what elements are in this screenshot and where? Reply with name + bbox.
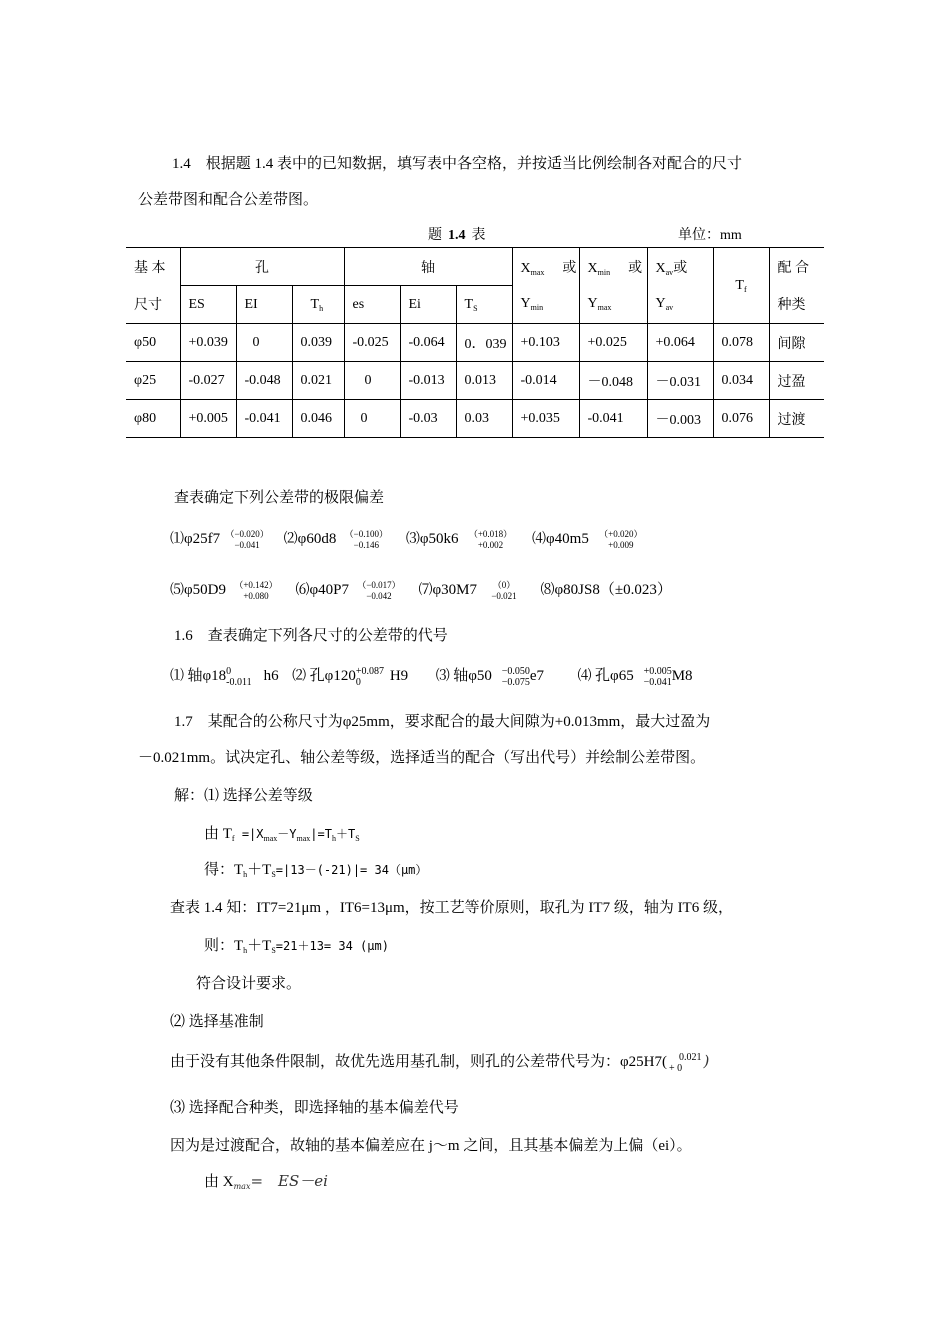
- list-item: ⑹φ40P7 （−0.017） −0.042: [295, 579, 401, 601]
- cell-hole-th: 0.046: [292, 400, 344, 438]
- cell-hole-th: 0.039: [292, 324, 344, 362]
- cell-size: φ25: [126, 362, 180, 400]
- cell-xav-yav: －0.003: [647, 400, 713, 438]
- cell-shaft-ts: 0.03: [456, 400, 512, 438]
- q17-line1: 1.7 某配合的公称尺寸为φ25mm，要求配合的最大间隙为+0.013mm，最大过盈为: [174, 714, 711, 730]
- cell-shaft-ei: -0.03: [400, 400, 456, 438]
- cell-size: φ80: [126, 400, 180, 438]
- q16-title: 1.6 查表确定下列各尺寸的公差带的代号: [174, 628, 448, 644]
- list-item: ⑷ 孔φ65 +0.005 −0.041 M8: [577, 665, 693, 688]
- header-fit-kind-1: 配 合: [769, 248, 824, 286]
- header-hole: 孔: [180, 248, 344, 286]
- q15-row-1: [170, 528, 653, 551]
- cell-xmax-ymin: -0.014: [512, 362, 579, 400]
- list-item: ⑴ 轴φ18 0 -0.011 h6: [170, 665, 279, 688]
- cell-hole-es: -0.027: [180, 362, 236, 400]
- intro-paragraph: [138, 146, 828, 218]
- header-basic-size-2: 尺寸: [126, 286, 180, 324]
- step2-text: 由于没有其他条件限制，故优先选用基孔制，则孔的公差带代号为：φ25H7( 0.021 + 0 ): [170, 1051, 710, 1074]
- cell-shaft-es: -0.025: [344, 324, 400, 362]
- list-item: ⑵φ60d8 （−0.100） −0.146: [283, 528, 388, 550]
- cell-xmin-ymax: +0.025: [579, 324, 647, 362]
- cell-hole-es: +0.039: [180, 324, 236, 362]
- caption-prefix: 题: [428, 228, 442, 243]
- header-shaft-ts: $T_S$: [456, 286, 512, 324]
- q15-title: 查表确定下列公差带的极限偏差: [174, 490, 385, 506]
- lookup-text: 查表 1.4 知：IT7=21μm ，IT6=13μm，按工艺等价原则，取孔为 IT7 级，轴为 IT6 级，: [170, 900, 733, 916]
- cell-shaft-es: 0: [344, 400, 400, 438]
- header-shaft-ei: Ei: [400, 286, 456, 324]
- cell-hole-th: 0.021: [292, 362, 344, 400]
- intro-line1: 根据题 1.4 表中的已知数据，填写表中各空格，并按适当比例绘制各对配合的尺寸: [205, 156, 743, 172]
- list-item: ⑷φ40m5 （+0.020） +0.009: [532, 528, 643, 550]
- header-shaft: 轴: [344, 248, 512, 286]
- table-caption: [428, 224, 486, 244]
- header-ymax: $Y_{max}$: [579, 286, 647, 324]
- cell-hole-es: +0.005: [180, 400, 236, 438]
- list-item: ⑸φ50D9 （+0.142） +0.080: [170, 579, 278, 601]
- header-fit-kind-2: 种类: [777, 298, 806, 314]
- table-row: [126, 400, 824, 438]
- q15-row-2: [170, 578, 672, 602]
- step3-title: ⑶ 选择配合种类，即选择轴的基本偏差代号: [170, 1100, 459, 1116]
- q17-line2: －0.021mm。试决定孔、轴公差等级，选择适当的配合（写出代号）并绘制公差带图。: [138, 750, 706, 766]
- list-item: ⑵ 孔φ120 +0.087 0 H9: [292, 665, 409, 688]
- q17-solve: 解：⑴ 选择公差等级: [174, 788, 313, 804]
- intro-number: 1.4: [172, 156, 191, 172]
- header-xmin-ymax: $X_{min}$ 或: [579, 248, 647, 286]
- cell-shaft-ts: 0．039: [456, 324, 512, 362]
- q16-row: [170, 664, 693, 688]
- caption-suffix: 表: [471, 228, 486, 243]
- equation-check: 则：$T_h+T_S=21+13= 34$ (μm): [204, 938, 389, 955]
- header-xav-yav: $X_{av}$或: [647, 248, 713, 286]
- cell-shaft-ei: -0.013: [400, 362, 456, 400]
- unit-label: 单位：mm: [678, 228, 742, 243]
- cell-hole-ei: -0.048: [236, 362, 292, 400]
- cell-hole-ei: -0.041: [236, 400, 292, 438]
- design-ok-text: 符合设计要求。: [196, 976, 302, 992]
- cell-xmin-ymax: -0.041: [579, 400, 647, 438]
- header-yav: $Y_{av}$: [647, 286, 713, 324]
- list-item: ⑺φ30M7 （0） −0.021: [418, 579, 517, 601]
- cell-xmin-ymax: －0.048: [579, 362, 647, 400]
- cell-xmax-ymin: +0.035: [512, 400, 579, 438]
- fit-data-table: [126, 247, 824, 438]
- cell-fit-kind: 过渡: [769, 400, 824, 438]
- header-hole-es: ES: [180, 286, 236, 324]
- cell-fit-kind: 间隙: [769, 324, 824, 362]
- intro-line2: 公差带图和配合公差带图。: [138, 192, 319, 208]
- cell-xav-yav: +0.064: [647, 324, 713, 362]
- list-item: ⑶ 轴φ50 −0.050 −0.075 e7: [435, 665, 545, 688]
- header-basic-size-1: 基 本: [126, 248, 180, 286]
- header-tf: $T_f$: [713, 248, 769, 324]
- header-ymin: $Y_{min}$: [512, 286, 579, 324]
- cell-xav-yav: －0.031: [647, 362, 713, 400]
- table-header-row-1: [126, 248, 824, 286]
- header-xmax-ymin: $X_{max}$ 或: [512, 248, 579, 286]
- cell-tf: 0.078: [713, 324, 769, 362]
- list-item: ⑶φ50k6 （+0.018） +0.002: [405, 528, 513, 550]
- list-item: ⑴φ25f7 （−0.020） −0.041: [170, 528, 269, 550]
- cell-shaft-es: 0: [344, 362, 400, 400]
- cell-hole-ei: 0: [236, 324, 292, 362]
- table-row: [126, 362, 824, 400]
- header-hole-th: $T_h$: [292, 286, 344, 324]
- caption-number: 1.4: [448, 228, 466, 243]
- cell-fit-kind: 过盈: [769, 362, 824, 400]
- header-hole-ei: EI: [236, 286, 292, 324]
- cell-tf: 0.034: [713, 362, 769, 400]
- header-shaft-es: es: [344, 286, 400, 324]
- step3-text: 因为是过渡配合，故轴的基本偏差应在 j～m 之间，且其基本偏差为上偏（ei）。: [170, 1138, 692, 1154]
- equation-xmax: 由 $X_{max}=$ ES－ei: [204, 1172, 328, 1191]
- equation-tf: 由 $T_f =|X_{max}-Y_{max}|=T_h+T_S$: [204, 826, 360, 843]
- cell-size: φ50: [126, 324, 180, 362]
- step2-title: ⑵ 选择基准制: [170, 1014, 264, 1030]
- equation-th-ts: 得：$T_h+T_S=|13-(-21)|= 34(\mu m)$: [204, 862, 428, 879]
- cell-tf: 0.076: [713, 400, 769, 438]
- table-row: [126, 324, 824, 362]
- cell-shaft-ei: -0.064: [400, 324, 456, 362]
- cell-shaft-ts: 0.013: [456, 362, 512, 400]
- cell-xmax-ymin: +0.103: [512, 324, 579, 362]
- list-item: ⑻φ80JS8（±0.023）: [540, 582, 672, 598]
